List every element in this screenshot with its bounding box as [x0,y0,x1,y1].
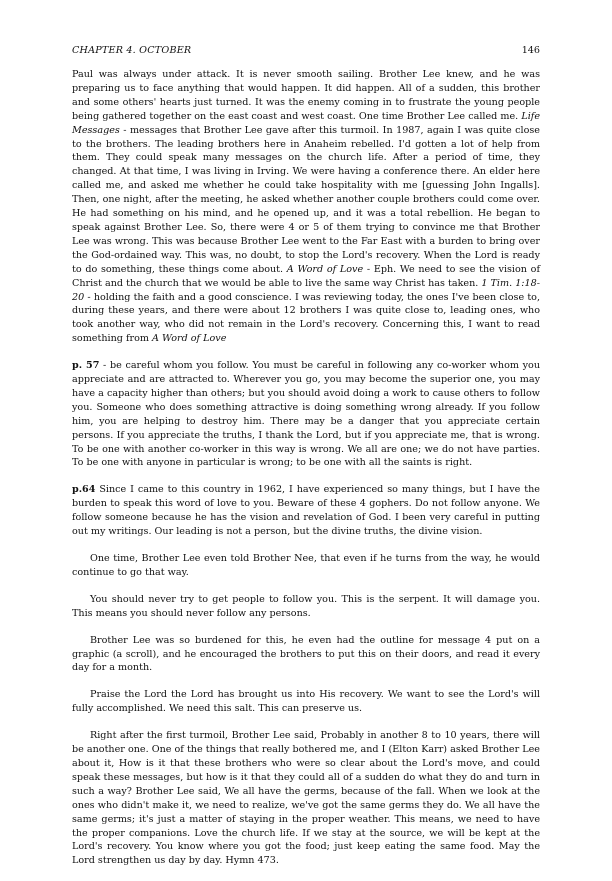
paragraph-3 [72,483,540,539]
paragraph-8 [72,729,540,868]
paragraph-7 [72,688,540,716]
page-reference: p. 57 [72,360,100,372]
paragraph-2 [72,359,540,470]
document-page [72,44,540,881]
text-run: - holding the faith and a good conscience. I was reviewing today, the ones I've been close to, during these years, and there were about 12 brothers I was quite close to, leading ones, who took another way, who did not remain in the Lord's recovery. Concerning this, I want to read something from [72,291,540,345]
text-run: - be careful whom you follow. You must be careful in following any co-worker whom you appreciate and are attracted to. Wherever you go, you may become the superior one, you may have a capacity higher than others; but you should avoid doing a work to cause others to follow you. Someone who does something attractive is doing something wrong already. If you follow him, you are helping to destroy him. There may be a danger that you appreciate certain persons. If you appreciate the truths, I thank the Lord, but if you appreciate me, that is wrong. To be one with another co-worker in this way is wrong. We all are one; we do not have parties. To be one with anyone in particular is wrong; to be one with all the saints is right. [72,360,540,469]
paragraph-5 [72,593,540,621]
paragraph-1 [72,68,540,346]
page-header [72,44,540,58]
text-run: Right after the first turmoil, Brother Lee said, Probably in another 8 to 10 years, there will be another one. One of the things that really bothered me, and I (Elton Karr) asked Brother Lee about it, How is it that these brothers who were so clear about the Lord's move, and could speak these messages, but how is it that they could all of a sudden do what they do and turn in such a way? Brother Lee said, We all have the germs, because of the fall. When we look at the ones who didn't make it, we need to realize, we've got the same germs they do. We all have the same germs; it's just a matter of staying in the proper weather. This means, we need to have the proper companions. Love the church life. If we stay at the source, we will be kept at the Lord's recovery. You know where you got the food; just keep eating the same food. May the Lord strengthen us day by day. Hymn 473. [72,730,540,867]
text-run: - Eph. We need to see the vision of Christ and the church that we would be able to live the same way Christ has taken. [72,263,540,289]
text-run: Paul was always under attack. It is never smooth sailing. Brother Lee knew, and he was preparing us to face anything that would happen. It did happen. All of a sudden, this brother and some others' hearts just turned. It was the enemy coming in to frustrate the young people being gathered together on the east coast and west coast. One time Brother Lee called me. [72,69,540,122]
text-run: Praise the Lord the Lord has brought us into His recovery. We want to see the Lord's will fully accomplished. We need this salt. This can preserve us. [72,689,540,715]
text-run: - messages that Brother Lee gave after this turmoil. In 1987, again I was quite close to the brothers. The leading brothers here in Anaheim rebelled. I'd gotten a lot of help from them. They could speak many messages on the church life. After a period of time, they changed. At that time, I was living in Irving. We were having a conference there. An elder here called me, and asked me whether he could take hospitality with me [guessing John Ingalls]. Then, one night, after the meeting, he asked whether another couple brothers could come over. He had something on his mind, and he opened up, and it was a total rebellion. He began to speak against Brother Lee. So, there were 4 or 5 of them trying to convince me that Brother Lee was wrong. This was because Brother Lee went to the Far East with a burden to bring over the God-ordained way. This was, no doubt, to stop the Lord's recovery. When the Lord is ready to do something, these things come about. [72,124,540,275]
italic-reference: 1 Tim. 1:18-20 [72,277,540,303]
page-reference: p.64 [72,484,96,496]
italic-reference: Life Messages [72,110,540,136]
page-number: 146 [521,45,540,56]
text-run: Since I came to this country in 1962, I have experienced so many things, but I have the burden to speak this word of love to you. Beware of these 4 gophers. Do not follow anyone. We follow someone because he has the vision and revelation of God. I been very careful in putting out my writings. Our leading is not a person, but the divine truths, the divine vision. [72,484,540,538]
paragraph-6 [72,634,540,676]
paragraph-4 [72,552,540,580]
chapter-title: CHAPTER 4. OCTOBER [72,45,192,56]
text-run: You should never try to get people to follow you. This is the serpent. It will damage you. This means you should never follow any persons. [72,593,540,619]
italic-reference: A Word of Love [286,263,364,275]
italic-reference: A Word of Love [152,333,227,345]
text-run: One time, Brother Lee even told Brother Nee, that even if he turns from the way, he would continue to go that way. [72,553,540,578]
text-run: Brother Lee was so burdened for this, he even had the outline for message 4 put on a graphic (a scroll), and he encouraged the brothers to put this on their doors, and read it every day for a month. [72,634,540,674]
